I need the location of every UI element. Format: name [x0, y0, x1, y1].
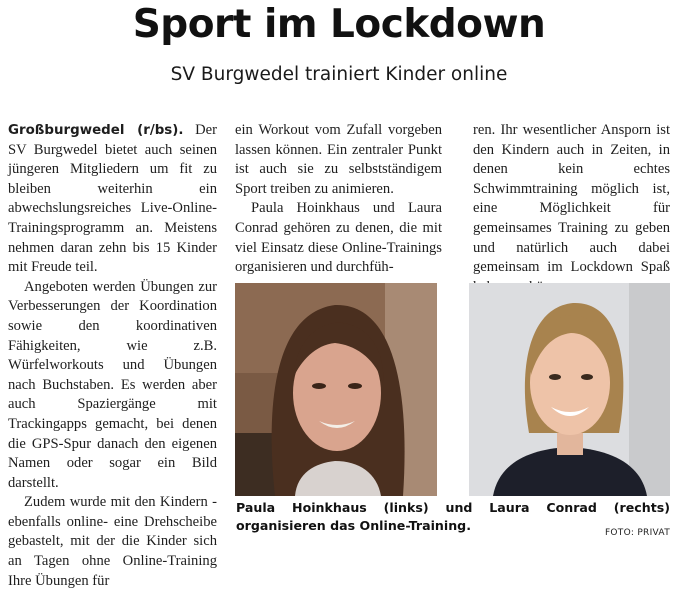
paragraph-exercises: Angeboten werden Übungen zur Verbesserungen der Koordination sowie den koordinativen Fähigkeiten, wie z.B. Würfelworkouts und Übungen nach Buchstaben. Es werden aber auch Spaziergänge mit Trackingapps gemacht, bei denen die GPS-Spur danach den eigenen Namen oder sogar ein Bild darstellt. — [8, 278, 217, 491]
photo-laura-conrad — [469, 283, 670, 496]
paragraph-trainers: Paula Hoinkhaus und Laura Conrad gehören zu denen, die mit viel Einsatz diese Online-Trainings organisieren und durchfüh- — [235, 200, 442, 276]
paragraph-intro — [8, 121, 217, 278]
text-column-1 — [8, 121, 217, 591]
paragraph-wheel: Zudem wurde mit den Kindern -ebenfalls online- eine Drehscheibe gebastelt, mit der die Kinder sich an Tagen ohne Online-Training Ihre Übungen für — [8, 494, 217, 589]
text-column-2 — [235, 121, 442, 278]
photo-paula-hoinkhaus — [235, 283, 437, 496]
photo-credit: FOTO: PRIVAT — [604, 528, 670, 538]
text-column-3 — [473, 121, 670, 297]
article-headline: Sport im Lockdown — [132, 2, 546, 47]
paragraph-motivation: ren. Ihr wesentlicher Ansporn ist den Kindern auch in Zeiten, in denen kein echtes Schwimmtraining möglich ist, eine Möglichkeit für gemeinsames Training zu geben und natürlich auch dabei gemeinsam im Lockdown Spaß — [473, 122, 670, 276]
photo-caption: Paula Hoinkhaus (links) und Laura Conrad (rechts) organisieren das Online-Training. — [236, 500, 670, 533]
paragraph-intro-text: Der SV Burgwedel bietet auch seinen jüngeren Mitgliedern um fit zu bleiben weiterhin ein abwechslungsreiches Live-Online-Trainingsprogramm an. Meistens nehmen daran zehn bis 15 Kinder mit Freude teil. — [8, 122, 218, 276]
article-subheadline: SV Burgwedel trainiert Kinder online — [170, 64, 508, 85]
paragraph-workout: ein Workout vom Zufall vorgeben lassen können. Ein zentraler Punkt ist auch sie zu selbstständigem Sport treiben zu animieren. — [235, 122, 442, 197]
dateline: Großburgwedel (r/bs). — [8, 123, 184, 138]
